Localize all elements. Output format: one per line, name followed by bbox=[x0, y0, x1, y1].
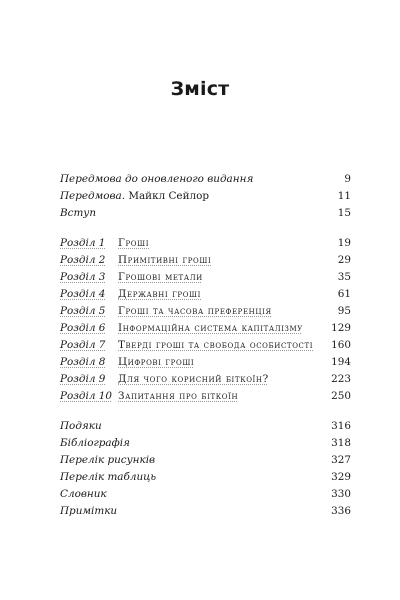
chapter-number: Розділ 10 bbox=[60, 390, 112, 402]
entry-page: 35 bbox=[337, 271, 351, 283]
entry-label: Вступ bbox=[60, 207, 97, 219]
table-of-contents bbox=[60, 171, 351, 520]
entry-label: Подяки bbox=[60, 420, 102, 432]
entry-label: Примітки bbox=[60, 505, 118, 517]
entry-label-author: Майкл Сейлор bbox=[125, 190, 210, 202]
toc-entry-list-of-figures[interactable] bbox=[60, 452, 351, 469]
chapter-title: Гроші та часова преференція bbox=[118, 305, 272, 317]
back-matter-list bbox=[60, 418, 351, 520]
entry-page: 223 bbox=[331, 373, 351, 385]
toc-entry-acknowledgements[interactable] bbox=[60, 418, 351, 435]
toc-entry-foreword-updated[interactable] bbox=[60, 171, 351, 188]
entry-page: 95 bbox=[337, 305, 351, 317]
chapter-title: Запитання про біткоїн bbox=[118, 390, 239, 402]
chapters-list bbox=[60, 235, 351, 405]
chapter-title: Гроші bbox=[118, 237, 150, 249]
chapter-title: Для чого корисний біткоїн? bbox=[118, 373, 269, 385]
entry-page: 336 bbox=[331, 505, 351, 517]
toc-entry-glossary[interactable] bbox=[60, 486, 351, 503]
toc-entry-chapter-10[interactable] bbox=[60, 388, 351, 405]
chapter-title: Примітивні гроші bbox=[118, 254, 212, 266]
entry-page: 194 bbox=[331, 356, 351, 368]
chapter-number: Розділ 1 bbox=[60, 237, 106, 249]
toc-entry-notes[interactable] bbox=[60, 503, 351, 520]
entry-label: Передмова до оновленого видання bbox=[60, 173, 254, 185]
toc-entry-chapter-9[interactable] bbox=[60, 371, 351, 388]
entry-page: 9 bbox=[344, 173, 351, 185]
chapter-number: Розділ 9 bbox=[60, 373, 106, 385]
entry-label: Перелік рисунків bbox=[60, 454, 156, 466]
chapter-title: Тверді гроші та свобода особистості bbox=[118, 339, 314, 351]
chapter-title: Грошові метали bbox=[118, 271, 203, 283]
entry-page: 250 bbox=[331, 390, 351, 402]
chapter-number: Розділ 4 bbox=[60, 288, 106, 300]
toc-entry-chapter-6[interactable] bbox=[60, 320, 351, 337]
chapter-number: Розділ 2 bbox=[60, 254, 106, 266]
chapter-title: Цифрові гроші bbox=[118, 356, 195, 368]
entry-page: 327 bbox=[331, 454, 351, 466]
chapter-number: Розділ 8 bbox=[60, 356, 106, 368]
chapter-number: Розділ 6 bbox=[60, 322, 106, 334]
entry-page: 318 bbox=[331, 437, 351, 449]
entry-page: 29 bbox=[337, 254, 351, 266]
entry-label: Бібліографія bbox=[60, 437, 130, 449]
toc-entry-chapter-3[interactable] bbox=[60, 269, 351, 286]
chapter-number: Розділ 3 bbox=[60, 271, 106, 283]
toc-entry-chapter-7[interactable] bbox=[60, 337, 351, 354]
entry-page: 330 bbox=[331, 488, 351, 500]
entry-page: 19 bbox=[337, 237, 351, 249]
entry-label: Словник bbox=[60, 488, 107, 500]
entry-page: 61 bbox=[337, 288, 351, 300]
front-matter-list bbox=[60, 171, 351, 222]
entry-page: 129 bbox=[331, 322, 351, 334]
toc-entry-bibliography[interactable] bbox=[60, 435, 351, 452]
entry-label bbox=[60, 188, 209, 205]
toc-entry-chapter-2[interactable] bbox=[60, 252, 351, 269]
toc-entry-chapter-4[interactable] bbox=[60, 286, 351, 303]
entry-page: 15 bbox=[337, 207, 351, 219]
entry-label: Перелік таблиць bbox=[60, 471, 157, 483]
entry-page: 160 bbox=[331, 339, 351, 351]
toc-entry-chapter-5[interactable] bbox=[60, 303, 351, 320]
toc-entry-foreword[interactable] bbox=[60, 188, 351, 205]
toc-entry-introduction[interactable] bbox=[60, 205, 351, 222]
toc-entry-list-of-tables[interactable] bbox=[60, 469, 351, 486]
chapter-number: Розділ 7 bbox=[60, 339, 106, 351]
chapter-number: Розділ 5 bbox=[60, 305, 106, 317]
chapter-title: Інформаційна система капіталізму bbox=[118, 322, 303, 334]
entry-label-italic: Передмова. bbox=[60, 190, 126, 202]
chapter-title: Державні гроші bbox=[118, 288, 201, 300]
page-title: Зміст bbox=[170, 78, 230, 100]
entry-page: 329 bbox=[331, 471, 351, 483]
toc-entry-chapter-1[interactable] bbox=[60, 235, 351, 252]
entry-page: 11 bbox=[337, 190, 351, 202]
toc-entry-chapter-8[interactable] bbox=[60, 354, 351, 371]
entry-page: 316 bbox=[331, 420, 351, 432]
